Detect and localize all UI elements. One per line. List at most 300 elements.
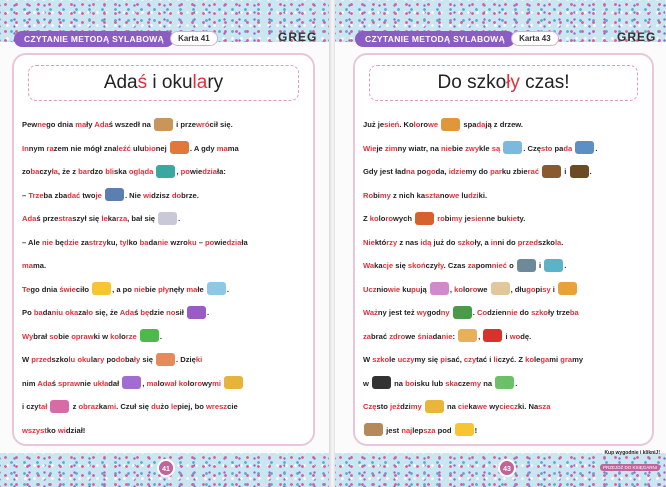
syllable: , dłu: [510, 284, 527, 294]
text-line: [363, 419, 646, 443]
syllable: nie: [80, 378, 94, 388]
syllable: [572, 144, 574, 153]
syllable-highlight: sto: [541, 143, 553, 153]
syllable: je: [462, 214, 471, 223]
syllable: [500, 144, 502, 153]
syllable-highlight: gra: [560, 355, 573, 364]
syllable: ś prze: [36, 214, 59, 223]
text-line: [363, 395, 646, 419]
syllable: piej, bo: [177, 402, 206, 411]
title-syllable: Ada: [103, 72, 138, 93]
syllable-highlight: go: [526, 284, 536, 294]
syllable: brał: [33, 331, 50, 341]
syllable: sto: [376, 402, 391, 411]
text-line: [22, 372, 307, 396]
syllable-highlight: śnia: [417, 331, 433, 341]
syllable-highlight: szko: [457, 237, 475, 247]
syllable-highlight: szko: [372, 355, 390, 364]
syllable: – Ale: [22, 237, 42, 247]
syllable: ro: [420, 120, 428, 129]
syllable-highlight: ku: [187, 237, 197, 247]
syllable: ne bu: [486, 214, 507, 223]
syllable: dzien: [487, 308, 507, 317]
syllable: pi: [535, 284, 543, 294]
chestnut-icon: [542, 165, 561, 178]
syllable: ba: [125, 355, 134, 364]
syllable: ska: [114, 167, 129, 176]
syllable-highlight: ba: [569, 308, 579, 317]
syllable: –: [22, 190, 29, 200]
syllable: wy: [487, 402, 500, 411]
title-syllable: i: [147, 72, 162, 93]
syllable: –: [196, 237, 206, 247]
syllable: lo: [378, 214, 386, 223]
syllable: nim: [22, 378, 38, 388]
syllable-highlight: bę: [140, 308, 150, 317]
syllable: da,: [435, 167, 449, 176]
syllable: czyć. Z: [497, 355, 526, 364]
syllable: Pew: [22, 120, 38, 129]
syllable-highlight: czy: [463, 355, 477, 364]
syllable: !: [474, 425, 478, 435]
syllable: , a po: [112, 284, 135, 294]
syllable-highlight: bli: [105, 167, 115, 176]
apple-icon: [483, 329, 502, 342]
autumn-leaf-icon: [415, 212, 434, 225]
syllable-highlight: dzi: [468, 190, 479, 200]
page-header: [355, 30, 559, 47]
syllable-highlight: nie: [441, 331, 453, 341]
syllable: i czy: [22, 402, 39, 411]
syllable-highlight: są: [491, 143, 501, 153]
syllable-highlight: rać: [527, 167, 540, 176]
syllable-highlight: wresz: [206, 402, 228, 411]
series-tag: CZYTANIE METODĄ SYLABOWĄ: [355, 31, 515, 47]
syllable-highlight: du: [151, 402, 161, 411]
syllable-highlight: ro: [435, 214, 445, 223]
text-line: [363, 184, 646, 208]
syllable-highlight: ko: [454, 284, 463, 294]
syllable-highlight: ko: [110, 331, 119, 341]
syllable-highlight: sień: [384, 120, 400, 129]
syllable-highlight: Ada: [119, 308, 135, 317]
syllable: nej: [155, 143, 169, 153]
syllable: cie: [227, 402, 238, 411]
syllable: cze: [457, 378, 471, 388]
syllable: isku lub: [414, 378, 446, 388]
syllable-highlight: my: [379, 190, 391, 200]
text-line: [363, 137, 646, 161]
syllable: my: [572, 355, 584, 364]
syllable-highlight: kie: [506, 214, 517, 223]
syllable: W: [22, 355, 32, 364]
syllable-highlight: mi: [212, 378, 221, 388]
syllable-highlight: Nie: [363, 237, 375, 247]
syllable: ki. Na: [517, 402, 539, 411]
title-syllable: czas!: [519, 72, 570, 93]
sandwich-icon: [458, 329, 477, 342]
syllable: [422, 402, 424, 411]
syllable: wzro: [168, 237, 188, 247]
syllable: sać,: [447, 355, 464, 364]
text-line: [22, 113, 307, 137]
syllable-highlight: na: [406, 167, 415, 176]
syllable: z nas: [397, 237, 421, 247]
syllable-highlight: Ucz: [363, 284, 377, 294]
syllable: da: [148, 237, 158, 247]
syllable: pod: [435, 425, 454, 435]
syllable: ma: [227, 143, 239, 153]
syllable: brać: [371, 331, 390, 341]
backpack-icon: [453, 306, 472, 319]
syllable: no: [439, 190, 450, 200]
story-title: [28, 65, 299, 101]
page-number: 43: [498, 459, 516, 477]
syllable: W: [363, 355, 373, 364]
promo-text: Kup wygodnie i klikniJ!: [604, 450, 660, 456]
glasses-icon: [187, 306, 206, 319]
syllable-highlight: ki: [195, 355, 203, 364]
publisher-logo: GREG: [278, 30, 318, 44]
syllable: czy: [425, 261, 438, 270]
syllable: ku,: [106, 237, 120, 247]
notebooks-icon: [430, 282, 449, 295]
syllable: Już je: [363, 120, 385, 129]
syllable-highlight: cje: [382, 261, 394, 270]
football-icon: [372, 376, 391, 389]
syllable: łe: [197, 284, 206, 294]
syllable: je: [376, 143, 385, 153]
syllable: da: [432, 331, 442, 341]
syllable: ka: [374, 261, 383, 270]
bookstore-promo[interactable]: [600, 450, 660, 474]
syllable: ny jest też: [377, 308, 417, 317]
syllable: [47, 402, 49, 411]
syllable: ba zba: [43, 190, 68, 200]
syllable: dział!: [65, 425, 86, 435]
syllable: żo: [160, 402, 171, 411]
jump-rope-icon: [495, 376, 514, 389]
syllable: :: [452, 331, 458, 341]
syllable: szko: [51, 355, 69, 364]
syllable-highlight: szko: [531, 308, 548, 317]
syllable: [450, 308, 452, 317]
syllable-highlight: ba: [30, 167, 40, 176]
syllable-highlight: skoń: [407, 261, 426, 270]
syllable-highlight: sien: [470, 214, 487, 223]
syllable: lep: [412, 425, 424, 435]
syllable-highlight: wy: [416, 308, 427, 317]
syllable: nio: [376, 284, 388, 294]
clouds-icon: [503, 141, 522, 154]
text-line: [363, 348, 646, 372]
syllable: zem nie mógł zna: [53, 143, 117, 153]
card-number-tag: Karta 43: [511, 31, 559, 46]
title-syllable: oku: [161, 72, 193, 93]
syllable-highlight: Trze: [28, 190, 44, 200]
text-line: [22, 301, 307, 325]
syllable: ,: [176, 167, 181, 176]
syllable-highlight: tał: [38, 402, 48, 411]
syllable: . Ko: [399, 120, 414, 129]
eyes-icon: [105, 188, 124, 201]
syllable-highlight: zwy: [465, 143, 480, 153]
syllable-highlight: go: [426, 167, 436, 176]
syllable-highlight: ro: [194, 378, 202, 388]
title-syllable: Do: [437, 72, 468, 93]
syllable: po: [414, 167, 427, 176]
syllable: nęły: [169, 284, 187, 294]
syllable: . Dzię: [176, 355, 196, 364]
title-syllable: la: [192, 72, 208, 93]
syllable: bie: [145, 284, 159, 294]
syllable: Z: [363, 214, 370, 223]
syllable-highlight: Te: [22, 284, 31, 294]
syllable-highlight: wo: [509, 331, 521, 341]
syllable-highlight: da: [476, 120, 486, 129]
text-line: [22, 348, 307, 372]
syllable-highlight: ma: [146, 378, 158, 388]
syllable: we: [405, 331, 418, 341]
syllable: [153, 167, 155, 176]
syllable-highlight: nie: [506, 308, 518, 317]
syllable-highlight: ma: [216, 143, 228, 153]
syllable: i: [536, 261, 544, 270]
syllable: ni do: [497, 237, 518, 247]
syllable: two: [80, 190, 96, 200]
title-syllable: ś: [137, 72, 148, 93]
syllable: ka: [98, 402, 108, 411]
syllable-highlight: pły: [158, 284, 170, 294]
conkers-icon: [570, 165, 589, 178]
text-line: [22, 231, 307, 255]
text-line: [22, 207, 307, 231]
syllable: go dnia: [46, 120, 76, 129]
text-line: [22, 278, 307, 302]
syllable: na: [392, 378, 406, 388]
syllable: wych: [392, 214, 415, 223]
syllable: dał: [108, 378, 122, 388]
syllable-highlight: ro: [469, 284, 478, 294]
syllable-highlight: Waż: [363, 308, 378, 317]
text-line: [363, 160, 646, 184]
syllable: ny wiatr, na: [397, 143, 442, 153]
syllable: [221, 379, 223, 388]
sun-icon: [455, 423, 474, 436]
syllable: da: [42, 308, 52, 317]
syllable: ko: [46, 425, 58, 435]
syllable: ją z drzew.: [485, 120, 524, 129]
syllable: do: [517, 308, 532, 317]
syllable: [438, 120, 440, 129]
syllable: bę: [52, 237, 64, 247]
title-syllable: ry: [207, 72, 224, 93]
syllable-highlight: ma: [22, 261, 33, 270]
syllable: dę.: [520, 331, 532, 341]
syllable-highlight: za: [467, 261, 476, 270]
syllable-highlight: ko: [369, 214, 379, 223]
story-title: [369, 65, 638, 101]
syllable: god: [426, 308, 441, 317]
syllable: ku: [400, 284, 412, 294]
syllable-highlight: nie: [41, 237, 53, 247]
syllable: ś: [134, 308, 141, 317]
syllable-highlight: ły: [133, 355, 141, 364]
syllable: , że z: [57, 167, 79, 176]
syllable: któ: [374, 237, 387, 247]
page-number: 41: [157, 459, 175, 477]
syllable-highlight: przed: [517, 237, 539, 247]
syllable: ła:: [216, 167, 226, 176]
syllable-highlight: do: [171, 190, 182, 200]
syllable: Po: [22, 308, 34, 317]
syllable-highlight: ry: [97, 355, 105, 364]
syllable-highlight: ogląda: [128, 167, 154, 176]
text-line: [363, 278, 646, 302]
syllable-highlight: my: [451, 214, 463, 223]
syllable-highlight: ciecz: [499, 402, 518, 411]
syllable: , bał się: [127, 214, 158, 223]
syllable: i: [550, 284, 558, 294]
syllable: lo: [157, 378, 165, 388]
syllable-highlight: zdro: [389, 331, 406, 341]
syllable: dzi: [400, 402, 411, 411]
syllable: dzie: [149, 308, 167, 317]
text-line: [22, 137, 307, 161]
ball-icon: [170, 141, 189, 154]
syllable: le: [389, 355, 398, 364]
syllable-highlight: rza: [116, 214, 128, 223]
syllable: ko: [128, 237, 140, 247]
syllable-highlight: le: [170, 402, 178, 411]
syllable: ła: [241, 237, 248, 247]
syllable-highlight: ma: [75, 120, 87, 129]
publisher-logo: GREG: [617, 30, 657, 44]
puzzle-icon: [122, 376, 141, 389]
syllable-highlight: je: [95, 190, 102, 200]
syllable: szył się: [72, 214, 102, 223]
syllable-highlight: za: [363, 331, 372, 341]
syllable: ją: [420, 284, 429, 294]
syllable: lo: [187, 378, 195, 388]
syllable: ki.: [478, 190, 488, 200]
syllable: .: [159, 331, 162, 341]
syllable-highlight: nie: [157, 237, 169, 247]
syllable-highlight: ba: [139, 237, 149, 247]
syllable: bi: [373, 190, 380, 200]
syllable-highlight: lu: [68, 355, 76, 364]
syllable-highlight: lo: [413, 120, 421, 129]
syllable: wie: [189, 167, 203, 176]
syllable: .: [564, 261, 567, 270]
syllable-highlight: spraw: [58, 378, 80, 388]
syllable-highlight: leźć: [116, 143, 131, 153]
syllable-highlight: dać: [67, 190, 81, 200]
syllable-highlight: rze: [125, 331, 137, 341]
syllable: za: [78, 308, 87, 317]
text-line: [363, 325, 646, 349]
page-header: [14, 30, 218, 47]
syllable-highlight: ukła: [93, 378, 109, 388]
syllable: zo: [22, 167, 31, 176]
syllable: ki w: [93, 331, 111, 341]
syllable-highlight: po: [205, 237, 215, 247]
syllable-highlight: wie: [387, 284, 401, 294]
leaves-icon: [441, 118, 460, 131]
text-line: [363, 207, 646, 231]
books-icon: [50, 400, 69, 413]
syllable: . Czę: [523, 143, 542, 153]
syllable-highlight: wał: [164, 378, 177, 388]
story-frame: [12, 53, 315, 446]
syllable-highlight: Ada: [22, 214, 37, 223]
bus-icon: [425, 400, 444, 413]
crayons-icon: [224, 376, 243, 389]
syllable-highlight: wszyst: [22, 425, 47, 435]
syllable: ś: [51, 378, 59, 388]
syllable-highlight: pu: [411, 284, 421, 294]
syllable: spa: [461, 120, 477, 129]
syllable-highlight: po: [180, 167, 190, 176]
pencils-icon: [558, 282, 577, 295]
promo-link[interactable]: PRZEJDŹ DO KSIĘGARNI: [600, 464, 660, 471]
syllable-highlight: we: [476, 402, 488, 411]
syllable: ły, a: [474, 237, 491, 247]
syllable-highlight: ba: [33, 308, 43, 317]
syllable-highlight: Wa: [363, 261, 375, 270]
text-line: [22, 419, 307, 443]
text-line: [363, 231, 646, 255]
syllable-highlight: Ada: [37, 378, 52, 388]
rain-icon: [575, 141, 594, 154]
right-page: [335, 0, 666, 487]
syllable: sił: [175, 308, 187, 317]
syringe-icon: [158, 212, 177, 225]
story-frame: [353, 53, 654, 446]
maps-icon: [491, 282, 510, 295]
syllable-highlight: ska: [445, 378, 458, 388]
syllable-highlight: sy: [542, 284, 551, 294]
syllable: Gdy jest ład: [363, 167, 407, 176]
syllable: .: [226, 284, 229, 294]
syllable: ka: [107, 214, 117, 223]
text-line: [22, 184, 307, 208]
syllable-highlight: wró: [195, 120, 210, 129]
syllable-highlight: my: [410, 402, 422, 411]
syllable: ,: [478, 331, 483, 341]
syllable-highlight: ny: [440, 308, 450, 317]
syllable: na: [444, 402, 458, 411]
syllable-highlight: przed: [31, 355, 52, 364]
syllable: w: [363, 378, 372, 388]
text-line: [22, 254, 307, 278]
syllable: o: [507, 261, 516, 270]
syllable-highlight: ma: [186, 284, 198, 294]
syllable: .: [472, 308, 478, 317]
text-line: [22, 325, 307, 349]
story-text: [363, 113, 646, 442]
syllable: ma.: [32, 261, 47, 270]
syllable-highlight: zim: [384, 143, 398, 153]
story-text: [22, 113, 307, 442]
syllable-highlight: in: [490, 237, 498, 247]
syllable: bie: [58, 331, 72, 341]
syllable-highlight: niu: [51, 308, 63, 317]
syllable-highlight: Wie: [363, 143, 377, 153]
syllable: .: [589, 167, 592, 176]
syllable: mi: [549, 355, 561, 364]
syllable-highlight: bar: [78, 167, 90, 176]
